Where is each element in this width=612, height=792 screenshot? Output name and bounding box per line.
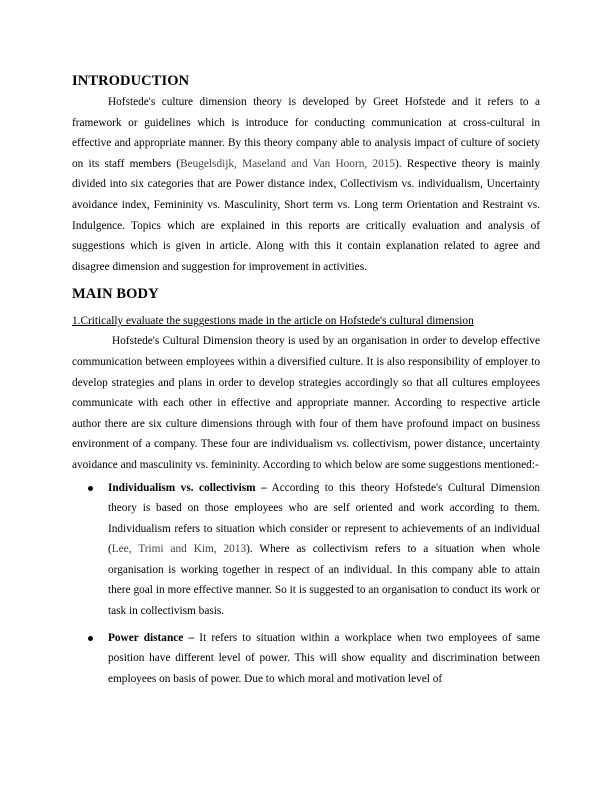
introduction-text-part-1: Hofstede's culture dimension theory is developed by Greet Hofstede and it refers to a framework or guidelines which is introduce for conducting communication at cross-cultural in effective and appropriate manner. By this theory company able to analysis impact of culture of society on its staff members (: [72, 96, 540, 170]
page-content: [72, 70, 540, 695]
bullet-term: Individualism vs. collectivism –: [108, 481, 267, 494]
main-body-paragraph: Hofstede's Cultural Dimension theory is used by an organisation in order to develop effective communication between employees within a diversified culture. It is also responsibility of employer to develop strategies and plans in order to develop strategies accordingly so that all cultures employees communicate with each other in effective and appropriate manner. According to respective article author there are six culture dimensions through with four of them have profound impact on business environment of a company. These four are individualism vs. collectivism, power distance, uncertainty avoidance and masculinity vs. femininity. According to which below are some suggestions mentioned:-: [72, 335, 540, 471]
bullet-text-part-1: It refers to situation within a workplace when two employees of same position have different level of power. This will show equality and discrimination between employees on basis of power. Due to which moral and motivation level of: [108, 631, 540, 685]
bullet-term: Power distance –: [108, 631, 195, 644]
list-item: [72, 478, 540, 622]
bullet-paragraph: [108, 478, 540, 622]
bullet-icon: [88, 636, 93, 641]
bullet-icon: [88, 486, 93, 491]
introduction-citation: Beugelsdijk, Maseland and Van Hoorn, 2015: [180, 157, 396, 170]
introduction-text-part-2: ). Respective theory is mainly divided into six categories that are Power distance index, Collectivism vs. individualism, Uncertainty avoidance index, Femininity vs. Masculinity, Short term vs. Long term Orientation and Restraint vs. Indulgence. Topics which are explained in this reports are critically evaluation and analysis of suggestions which is given in article. Along with this it contain explanation related to agree and disagree dimension and suggestion for improvement in activities.: [72, 157, 541, 273]
list-item: [72, 628, 540, 690]
introduction-paragraph: [72, 92, 540, 277]
introduction-heading: INTRODUCTION: [72, 73, 190, 89]
bullet-paragraph: [108, 628, 540, 690]
bullet-text-part-1: According to this theory Hofstede's Cultural Dimension theory is based on those employees who are self oriented and work according to them. Individualism refers to situation which consider or represent to achievements of an individual (: [108, 481, 540, 556]
suggestion-list: [72, 478, 540, 690]
section-subheading: 1.Critically evaluate the suggestions made in the article on Hofstede's cultural dimension: [72, 315, 474, 328]
main-body-heading: MAIN BODY: [72, 286, 159, 303]
bullet-citation: Lee, Trimi and Kim, 2013: [111, 543, 247, 556]
bullet-text-part-2: ). Where as collectivism refers to a situation when whole organisation is working together in respect of an individual. In this company able to attain there goal in more effective manner. So it is suggested to an organisation to conduct its work or task in collectivism basis.: [108, 543, 540, 618]
